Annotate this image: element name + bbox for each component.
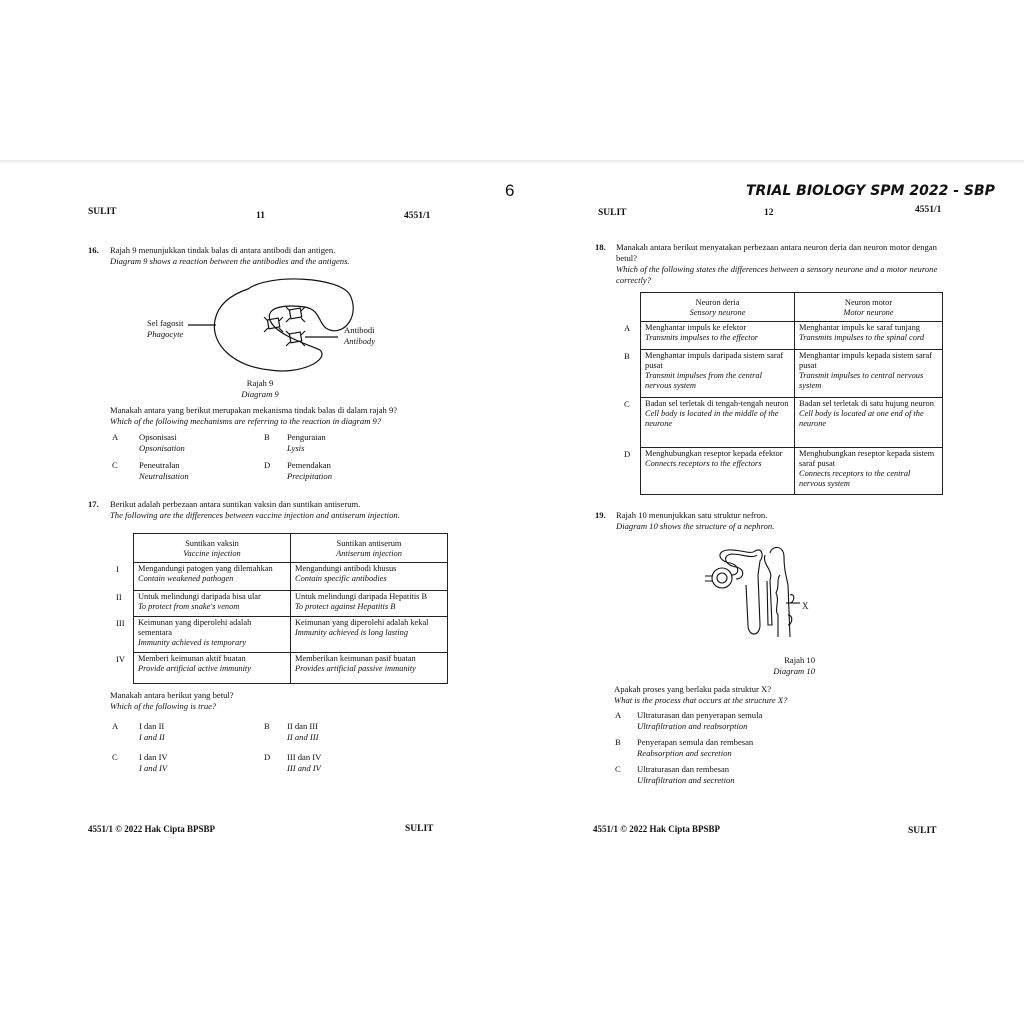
table-cell xyxy=(795,322,943,350)
answer-table xyxy=(640,292,943,495)
c1-en: Contain weakened pathogen xyxy=(138,574,234,583)
table-header-row xyxy=(134,534,448,563)
option-letter: B xyxy=(264,432,270,442)
question-19-prompt xyxy=(614,684,787,706)
option-text-ms: Peneutralan xyxy=(139,460,180,470)
option-text-ms: III dan IV xyxy=(287,752,322,762)
column-header xyxy=(795,293,943,322)
footer-sulit: SULIT xyxy=(908,826,937,836)
c2-en: Cell body is located at one end of the neurone xyxy=(799,409,924,428)
table-cell xyxy=(641,398,795,448)
footer-copyright: 4551/1 © 2022 Hak Cipta BPSBP xyxy=(593,824,720,834)
c1-en: Transmit impulses from the central nervous system xyxy=(645,371,762,390)
text-en: The following are the differences between vaccine injection and antiserum injection. xyxy=(110,510,400,520)
option-text-en: Ultrafiltration and secretion xyxy=(637,775,735,785)
row-label: C xyxy=(624,399,630,409)
diagram-9-caption xyxy=(230,378,290,400)
table-row xyxy=(134,653,448,684)
question-number: 18. xyxy=(595,242,606,252)
page-number: 12 xyxy=(764,208,774,218)
answer-option xyxy=(139,460,189,482)
option-letter: A xyxy=(112,721,119,731)
option-text-en: Reabsorption and secretion xyxy=(637,748,732,758)
c2-en: Contain specific antibodies xyxy=(295,574,387,583)
option-text-ms: Ultraturasan dan rembesan xyxy=(637,764,730,774)
c2-en: Transmits impulses to the spinal cord xyxy=(799,333,925,342)
sulit-label: SULIT xyxy=(598,208,627,218)
table-cell xyxy=(291,653,448,684)
option-letter: D xyxy=(264,460,271,470)
table-header-row xyxy=(641,293,943,322)
table-cell xyxy=(795,350,943,398)
row-label: III xyxy=(116,618,125,628)
header-ms: Suntikan antiserum xyxy=(336,539,402,548)
answer-option xyxy=(139,721,165,743)
prompt-en: What is the process that occurs at the structure X? xyxy=(614,695,788,705)
row-label: A xyxy=(624,323,631,333)
option-text-ms: II dan III xyxy=(287,721,319,731)
answer-option xyxy=(637,710,762,732)
header-en: Vaccine injection xyxy=(183,549,241,558)
row-label: IV xyxy=(116,654,126,664)
header-en: Sensory neurone xyxy=(689,308,746,317)
structure-x-label: X xyxy=(802,601,809,611)
column-header xyxy=(134,534,291,563)
c1-en: To protect from snake's venom xyxy=(138,602,240,611)
table-cell xyxy=(795,448,943,495)
column-header xyxy=(291,534,448,563)
answer-table xyxy=(133,533,448,684)
c2-ms: Menghantar impuls ke saraf tunjang xyxy=(799,323,920,332)
answer-option xyxy=(287,752,321,774)
banner-title: TRIAL BIOLOGY SPM 2022 - SBP xyxy=(746,183,995,199)
option-text-en: Precipitation xyxy=(287,471,333,481)
prompt-en: Which of the following mechanisms are referring to the reaction in diagram 9? xyxy=(110,416,382,426)
footer-sulit: SULIT xyxy=(405,824,434,834)
c1-en: Provide artificial active immunity xyxy=(138,664,251,673)
table-cell xyxy=(134,591,291,617)
header-en: Antiserum injection xyxy=(336,549,402,558)
caption-en: Diagram 9 xyxy=(241,389,279,399)
option-text-ms: Penyerapan semula dan rembesan xyxy=(637,737,754,747)
option-text-en: II and III xyxy=(287,732,319,742)
question-number: 16. xyxy=(88,245,99,255)
option-text-ms: Pemendakan xyxy=(287,460,331,470)
header-ms: Neuron deria xyxy=(695,298,740,307)
c2-ms: Memberikan keimunan pasif buatan xyxy=(295,654,416,663)
text-ms: Rajah 10 menunjukkan satu struktur nefron. xyxy=(616,510,768,520)
row-label: D xyxy=(624,449,631,459)
c1-ms: Mengandungi patogen yang dilemahkan xyxy=(138,564,273,573)
option-text-ms: I dan IV xyxy=(139,752,168,762)
c1-ms: Untuk melindungi daripada bisa ular xyxy=(138,592,261,601)
table-cell xyxy=(641,350,795,398)
option-text-en: III and IV xyxy=(287,763,321,773)
label-en: Antibody xyxy=(344,336,376,346)
prompt-ms: Manakah antara yang berikut merupakan mekanisma tindak balas di dalam rajah 9? xyxy=(110,405,398,415)
answer-option xyxy=(139,752,168,774)
question-17-text xyxy=(110,499,400,521)
label-ms: Sel fagosit xyxy=(147,318,184,328)
question-16-text xyxy=(110,245,350,267)
nephron-diagram xyxy=(700,545,810,645)
option-text-ms: Ultraturasan dan penyerapan semula xyxy=(637,710,763,720)
phagocyte-label xyxy=(147,318,184,340)
question-number: 17. xyxy=(88,499,99,509)
table-cell xyxy=(291,617,448,653)
row-label: B xyxy=(624,351,630,361)
c1-en: Cell body is located in the middle of the neurone xyxy=(645,409,779,428)
option-letter: C xyxy=(112,460,118,470)
c1-en: Immunity achieved is temporary xyxy=(138,638,247,647)
table-cell xyxy=(795,398,943,448)
footer-copyright: 4551/1 © 2022 Hak Cipta BPSBP xyxy=(88,824,215,834)
c2-en: Immunity achieved is long lasting xyxy=(295,628,409,637)
answer-option xyxy=(287,432,326,454)
diagram-10-caption xyxy=(755,655,815,677)
sheet-number: 6 xyxy=(505,181,515,200)
prompt-ms: Apakah proses yang berlaku pada struktur X? xyxy=(614,684,772,694)
table-cell xyxy=(641,448,795,495)
option-text-ms: Opsonisasi xyxy=(139,432,177,442)
c2-ms: Untuk melindungi daripada Hepatitis B xyxy=(295,592,428,601)
question-18-text xyxy=(616,242,951,286)
header-en: Motor neurone xyxy=(843,308,894,317)
table-row xyxy=(134,591,448,617)
question-16-prompt xyxy=(110,405,397,427)
text-ms: Rajah 9 menunjukkan tindak balas di antara antibodi dan antigen. xyxy=(110,245,336,255)
option-letter: B xyxy=(615,737,621,747)
option-letter: A xyxy=(615,710,622,720)
caption-en: Diagram 10 xyxy=(773,666,815,676)
answer-option xyxy=(287,460,332,482)
c1-en: Transmits impulses to the effector xyxy=(645,333,759,342)
table-row xyxy=(641,350,943,398)
c1-ms: Menghubungkan reseptor kepada efektor xyxy=(645,449,783,458)
table-cell xyxy=(641,322,795,350)
row-label: I xyxy=(116,564,119,574)
option-letter: B xyxy=(264,721,270,731)
paper-code: 4551/1 xyxy=(404,211,431,221)
text-en: Diagram 10 shows the structure of a nephron. xyxy=(616,521,775,531)
table-row xyxy=(641,448,943,495)
table-row xyxy=(641,398,943,448)
option-text-ms: Penguraian xyxy=(287,432,326,442)
text-ms: Berikut adalah perbezaan antara suntikan vaksin dan suntikan antiserum. xyxy=(110,499,361,509)
text-en: Diagram 9 shows a reaction between the antibodies and the antigens. xyxy=(110,256,350,266)
table-row xyxy=(134,617,448,653)
table-cell xyxy=(291,563,448,591)
sulit-label: SULIT xyxy=(88,207,117,217)
c2-ms: Keimunan yang diperolehi adalah kekal xyxy=(295,618,429,627)
option-letter: A xyxy=(112,432,119,442)
c1-ms: Memberi keimunan aktif buatan xyxy=(138,654,246,663)
answer-option xyxy=(637,737,753,759)
option-text-en: I and II xyxy=(139,732,165,742)
c2-ms: Mengandungi antibodi khusus xyxy=(295,564,397,573)
option-text-en: Lysis xyxy=(287,443,305,453)
option-text-en: Neutralisation xyxy=(139,471,189,481)
c1-ms: Menghantar impuls daripada sistem saraf pusat xyxy=(645,351,784,370)
table-cell xyxy=(134,653,291,684)
c2-ms: Badan sel terletak di satu hujung neuron xyxy=(799,399,934,408)
prompt-en: Which of the following is true? xyxy=(110,701,217,711)
c2-en: Connects receptors to the central nervous system xyxy=(799,469,911,488)
row-label: II xyxy=(116,592,122,602)
c2-en: To protect against Hepatitis B xyxy=(295,602,396,611)
page-edge-shadow xyxy=(0,160,1024,164)
caption-ms: Rajah 9 xyxy=(246,378,274,388)
answer-option xyxy=(637,764,735,786)
header-ms: Suntikan vaksin xyxy=(185,539,239,548)
c1-ms: Menghantar impuls ke efektor xyxy=(645,323,747,332)
label-ms: Antibodi xyxy=(344,325,375,335)
option-letter: D xyxy=(264,752,271,762)
option-letter: C xyxy=(615,764,621,774)
header-ms: Neuron motor xyxy=(844,298,893,307)
text-ms: Manakah antara berikut menyatakan perbezaan antara neuron deria dan neuron motor dengan betul? xyxy=(616,242,937,263)
c1-ms: Keimunan yang diperolehi adalah sementara xyxy=(138,618,252,637)
antibody-label xyxy=(344,325,375,347)
table-cell xyxy=(134,617,291,653)
question-19-text xyxy=(616,510,774,532)
caption-ms: Rajah 10 xyxy=(784,655,815,665)
label-en: Phagocyte xyxy=(147,329,184,339)
text-en: Which of the following states the differences between a sensory neurone and a motor neurone correctly? xyxy=(616,264,938,285)
answer-option xyxy=(287,721,319,743)
c2-ms: Menghubungkan reseptor kepada sistem saraf pusat xyxy=(799,449,935,468)
column-header xyxy=(641,293,795,322)
c1-ms: Badan sel terletak di tengah-tengah neuron xyxy=(645,399,789,408)
option-text-ms: I dan II xyxy=(139,721,165,731)
option-text-en: Ultrafiltration and reabsorption xyxy=(637,721,748,731)
paper-code: 4551/1 xyxy=(915,205,942,215)
table-cell xyxy=(134,563,291,591)
prompt-ms: Manakah antara berikut yang betul? xyxy=(110,690,234,700)
option-letter: C xyxy=(112,752,118,762)
c2-ms: Menghantar impuls kepada sistem saraf pusat xyxy=(799,351,933,370)
question-17-prompt xyxy=(110,690,234,712)
table-row xyxy=(134,563,448,591)
option-text-en: I and IV xyxy=(139,763,168,773)
c2-en: Provides artificial passive immunity xyxy=(295,664,416,673)
c1-en: Connects receptors to the effectors xyxy=(645,459,762,468)
table-row xyxy=(641,322,943,350)
page-number: 11 xyxy=(256,211,265,221)
c2-en: Transmit impulses to central nervous system xyxy=(799,371,924,390)
option-text-en: Opsonisation xyxy=(139,443,185,453)
question-number: 19. xyxy=(595,510,606,520)
answer-option xyxy=(139,432,185,454)
table-cell xyxy=(291,591,448,617)
